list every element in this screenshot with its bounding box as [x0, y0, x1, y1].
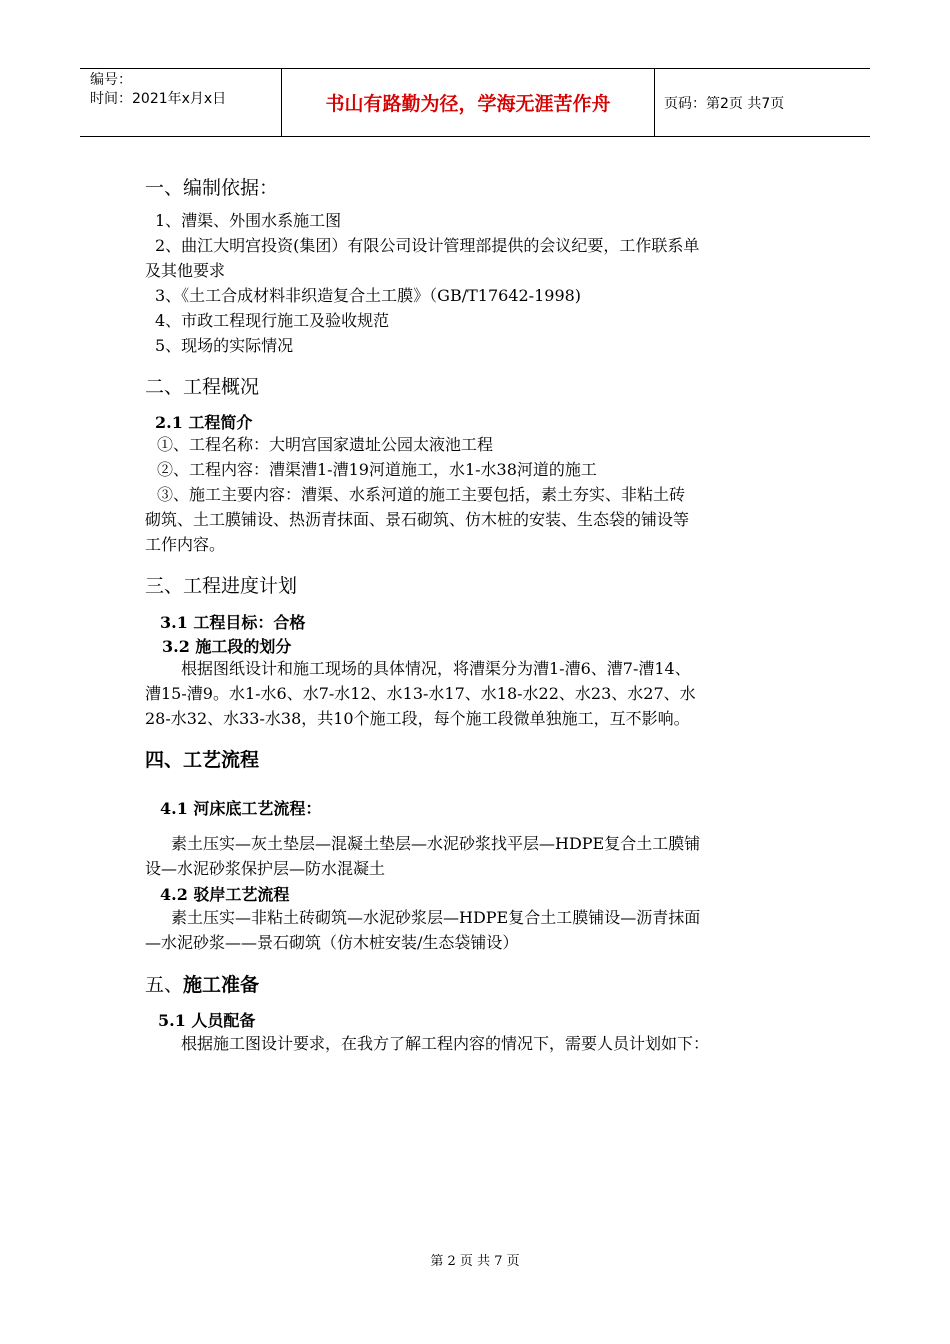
s2-line-5: 工作内容。	[145, 535, 226, 554]
s4-subtitle-2: 4.2 驳岸工艺流程	[160, 885, 290, 904]
section-5-name: 施工准备	[183, 974, 260, 996]
s3-subtitle-1: 3.1 工程目标：合格	[160, 613, 306, 632]
s2-line-2: ②、工程内容：漕渠漕1-漕19河道施工，水1-水38河道的施工	[157, 460, 597, 479]
s1-item-4: 4、市政工程现行施工及验收规范	[155, 311, 390, 330]
section-4-title: 四、工艺流程	[145, 749, 260, 771]
s1-item-1: 1、漕渠、外围水系施工图	[155, 211, 342, 230]
number-label: 编号：	[90, 72, 132, 88]
s4-line-3: 素土压实—非粘土砖砌筑—水泥砂浆层—HDPE复合土工膜铺设—沥青抹面	[171, 908, 701, 927]
section-3-title: 三、工程进度计划	[145, 575, 298, 597]
s2-line-1: ①、工程名称：大明宫国家遗址公园太液池工程	[157, 435, 494, 454]
header-motto: 书山有路勤为径，学海无涯苦作舟	[325, 93, 611, 115]
header-left	[90, 71, 226, 109]
date-label: 时间：2021年x月x日	[90, 91, 227, 107]
s1-item-2-cont: 及其他要求	[145, 261, 226, 280]
s4-line-4: —水泥砂浆——景石砌筑（仿木桩安装/生态袋铺设）	[145, 933, 519, 952]
s3-subtitle-2: 3.2 施工段的划分	[162, 637, 292, 656]
s1-item-5: 5、现场的实际情况	[155, 336, 294, 355]
s1-item-3: 3、《土工合成材料非织造复合土工膜》（GB/T17642-1998)	[155, 286, 582, 305]
header-page-label: 页码：第2页 共7页	[664, 96, 785, 112]
section-5-number: 五、	[145, 974, 184, 996]
page-footer: 第 2 页 共 7 页	[430, 1254, 520, 1269]
s3-line-1: 根据图纸设计和施工现场的具体情况，将漕渠分为漕1-漕6、漕7-漕14、	[181, 659, 691, 678]
s2-line-4: 砌筑、土工膜铺设、热沥青抹面、景石砌筑、仿木桩的安装、生态袋的铺设等	[145, 510, 690, 529]
s2-subtitle: 2.1 工程简介	[155, 413, 253, 432]
section-5-title	[145, 970, 259, 997]
s3-line-2: 漕15-漕9。水1-水6、水7-水12、水13-水17、水18-水22、水23、水27、水	[145, 684, 696, 703]
s2-line-3: ③、施工主要内容：漕渠、水系河道的施工主要包括，素土夯实、非粘土砖	[157, 485, 686, 504]
s3-line-3: 28-水32、水33-水38，共10个施工段，每个施工段微单独施工，互不影响。	[145, 709, 690, 728]
s4-subtitle-1: 4.1 河床底工艺流程：	[160, 799, 322, 818]
section-2-title: 二、工程概况	[145, 376, 260, 398]
s5-subtitle: 5.1 人员配备	[158, 1011, 256, 1030]
s4-line-2: 设—水泥砂浆保护层—防水混凝土	[145, 859, 386, 878]
s1-item-2: 2、曲江大明宫投资(集团）有限公司设计管理部提供的会议纪要，工作联系单	[155, 236, 700, 255]
header-table	[80, 68, 870, 137]
s5-line-1: 根据施工图设计要求，在我方了解工程内容的情况下，需要人员计划如下：	[181, 1034, 710, 1053]
s4-line-1: 素土压实—灰土垫层—混凝土垫层—水泥砂浆找平层—HDPE复合土工膜铺	[171, 834, 701, 853]
section-1-title: 一、编制依据：	[145, 177, 279, 199]
